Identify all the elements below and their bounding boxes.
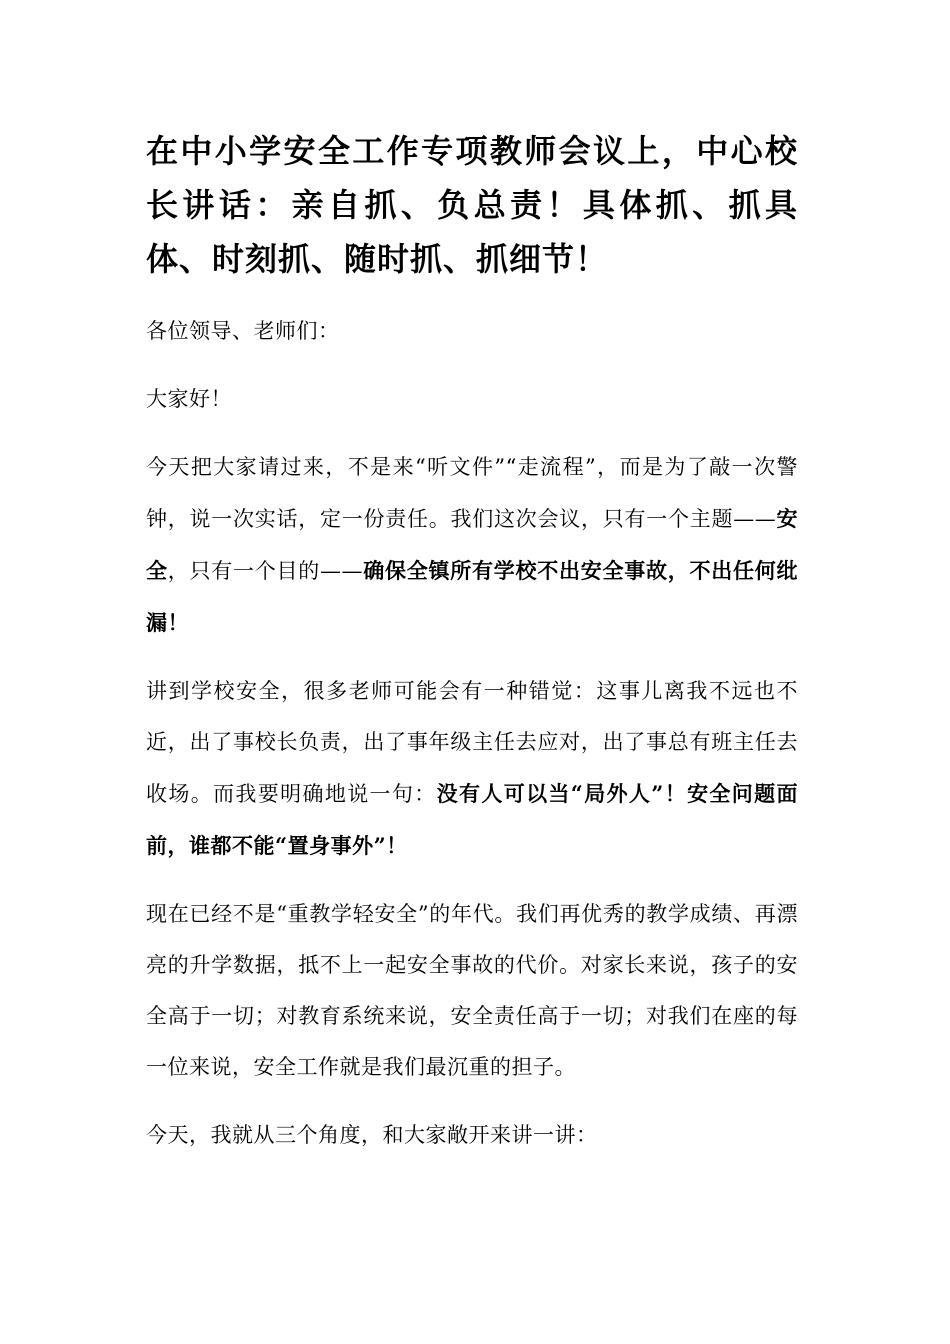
misconception-emphasis: 没有人可以当“局外人”！安全问题面前，谁都不能“置身事外”！ xyxy=(146,781,798,858)
hello-paragraph: 大家好！ xyxy=(146,387,232,411)
intro-text-goal: 确保全镇所有学校不出安全事故，不出任何纰漏！ xyxy=(146,558,798,635)
misconception-text: 讲到学校安全，很多老师可能会有一种错觉：这事儿离我不远也不近，出了事校长负责，出了事年级主任去应对，出了事总有班主任去收场。而我要明确地说一句： xyxy=(146,679,798,806)
misconception-paragraph xyxy=(146,666,798,872)
era-paragraph: 现在已经不是“重教学轻安全”的年代。我们再优秀的教学成绩、再漂亮的升学数据，抵不上一起安全事故的代价。对家长来说，孩子的安全高于一切；对教育系统来说，安全责任高于一切；对我们在座的每一位来说，安全工作就是我们最沉重的担子。 xyxy=(146,902,798,1079)
document-body xyxy=(146,124,798,1178)
intro-paragraph xyxy=(146,442,798,649)
document-title: 在中小学安全工作专项教师会议上，中心校长讲话：亲自抓、负总责！具体抓、抓具体、时刻抓、随时抓、抓细节！ xyxy=(146,132,798,278)
intro-text-c: ，只有一个目的—— xyxy=(167,559,363,583)
intro-text-a: 今天把大家请过来，不是来“听文件”“走流程”，而是为了敲一次警钟，说一次实话，定一份责任。我们这次会议，只有一个主题—— xyxy=(146,455,798,531)
three-angles-paragraph: 今天，我就从三个角度，和大家敞开来讲一讲： xyxy=(146,1123,598,1147)
greeting-paragraph: 各位领导、老师们： xyxy=(146,319,340,343)
intro-text-safety: 安全 xyxy=(146,506,798,583)
